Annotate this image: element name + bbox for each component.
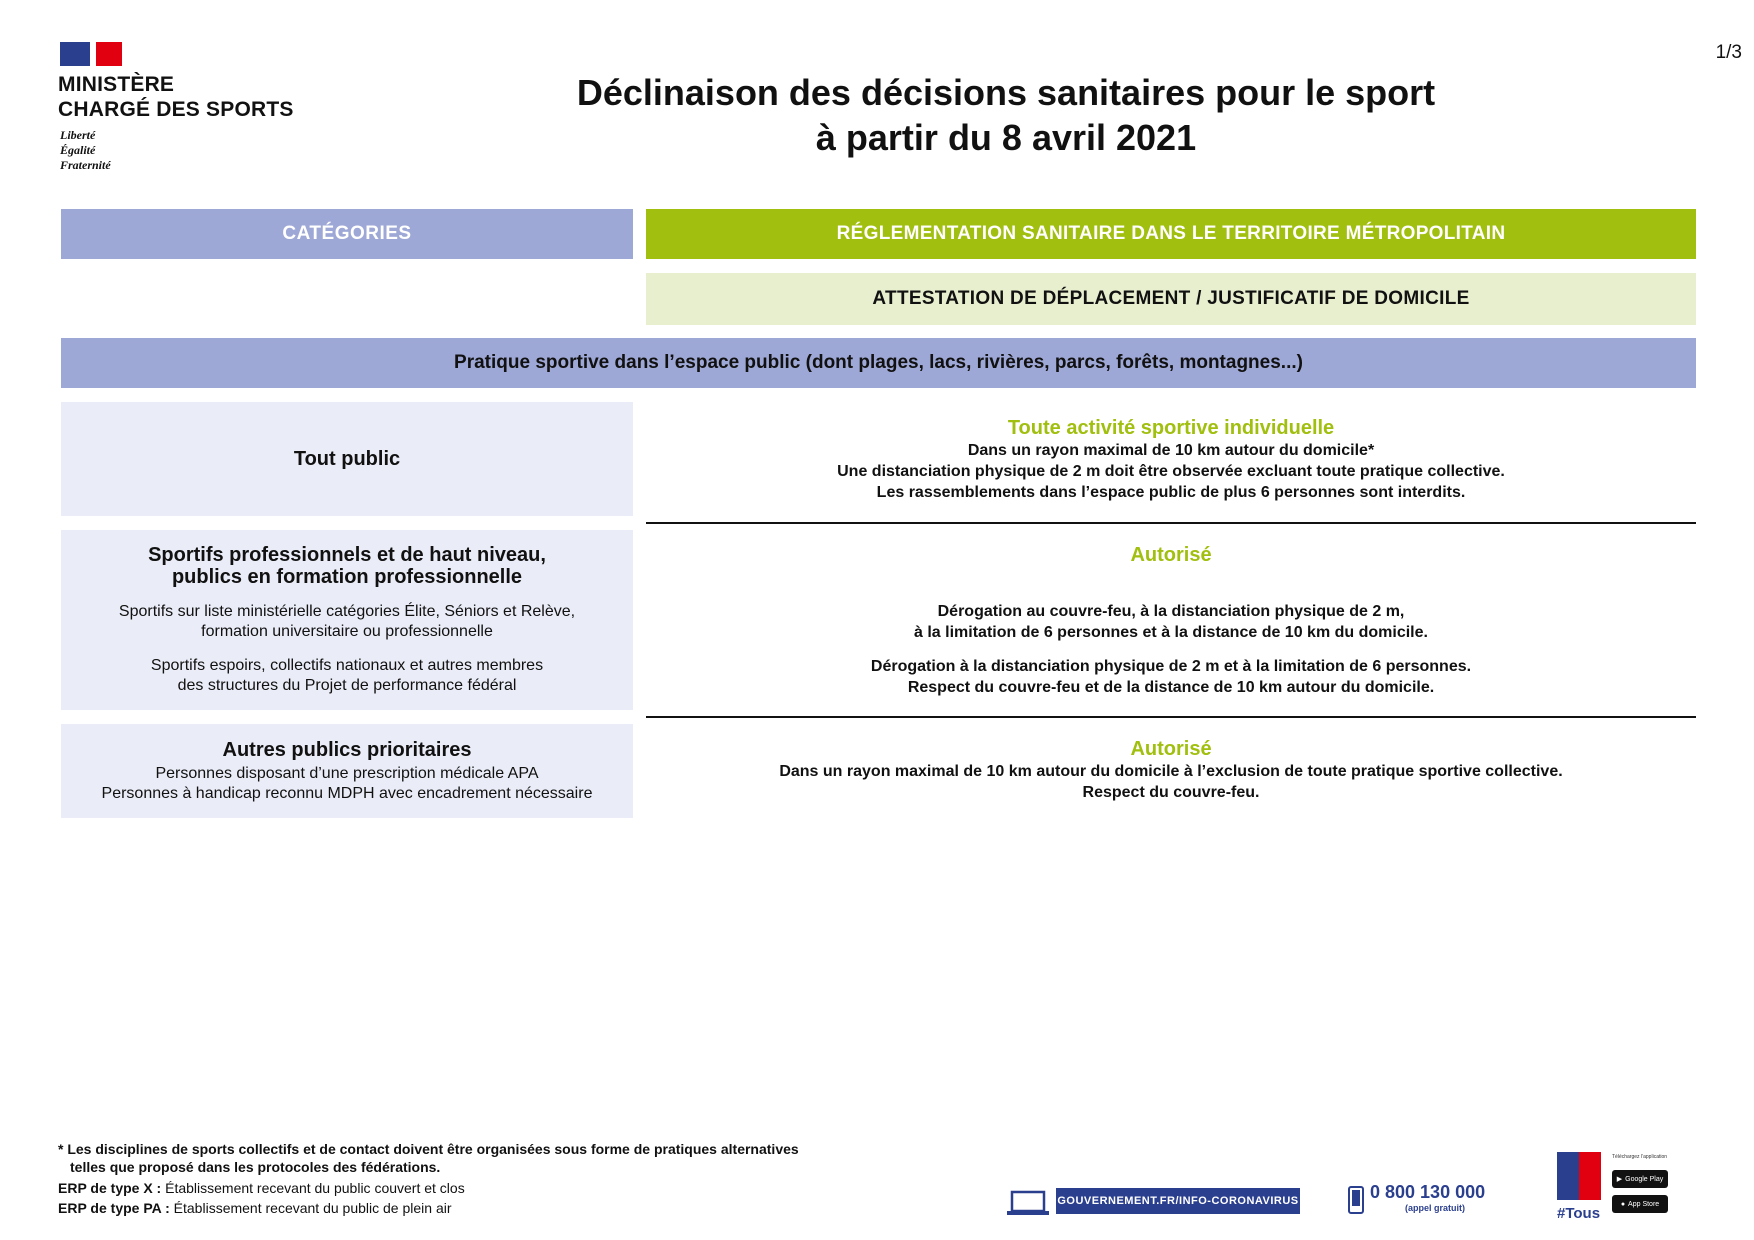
rule-line: Dérogation au couvre-feu, à la distanciation physique de 2 m, [937, 603, 1405, 620]
erp-pa-label: ERP de type PA : [58, 1200, 170, 1216]
category-sub-line: Sportifs espoirs, collectifs nationaux et autres membres [150, 657, 544, 674]
apple-icon: ● [1620, 1200, 1626, 1208]
section-title-public-space: Pratique sportive dans l’espace public (dont plages, lacs, rivières, parcs, forêts, montagnes...) [61, 338, 1696, 388]
page-title [486, 70, 1526, 160]
rule-line: à la limitation de 6 personnes et à la distance de 10 km du domicile. [914, 624, 1428, 641]
category-title-line-2: publics en formation professionnelle [171, 566, 523, 588]
republic-motto [60, 128, 111, 173]
motto-liberte: Liberté [60, 128, 96, 142]
rule-line: Dans un rayon maximal de 10 km autour du domicile à l’exclusion de toute pratique sportive collective. [779, 763, 1563, 780]
category-sub-line: formation universitaire ou professionnelle [201, 623, 493, 640]
category-title: Autres publics prioritaires [222, 738, 472, 761]
rule-line: Les rassemblements dans l’espace public de plus 6 personnes sont interdits. [876, 484, 1466, 501]
category-sportifs-pro [61, 530, 633, 710]
rule-sportifs-pro [646, 543, 1696, 698]
erp-x-text: Établissement recevant du public couvert et clos [161, 1180, 465, 1196]
footnote [58, 1140, 799, 1217]
ministry-line-2: CHARGÉ DES SPORTS [58, 98, 294, 121]
attestation-header: ATTESTATION DE DÉPLACEMENT / JUSTIFICATIF DE DOMICILE [646, 273, 1696, 325]
google-play-label: Google Play [1625, 1175, 1664, 1183]
category-title: Tout public [293, 448, 401, 470]
erp-x-definition [58, 1179, 799, 1197]
erp-pa-text: Établissement recevant du public de plein air [169, 1200, 452, 1216]
rule-line: Dérogation à la distanciation physique de 2 m et à la limitation de 6 personnes. [870, 658, 1472, 675]
category-autres-publics [61, 724, 633, 818]
rule-title: Autorisé [1130, 738, 1212, 760]
tac-flag-icon [1557, 1152, 1601, 1200]
motto-fraternite: Fraternité [60, 158, 111, 172]
category-sub-line: Personnes disposant d’une prescription médicale APA [155, 764, 539, 782]
hotline-free-note: (appel gratuit) [1405, 1203, 1465, 1213]
category-sub-line: Sportifs sur liste ministérielle catégories Élite, Séniors et Relève, [118, 603, 576, 620]
rule-line: Une distanciation physique de 2 m doit être observée excluant toute pratique collective. [837, 463, 1505, 480]
app-download-label: Téléchargez l’application [1612, 1154, 1668, 1160]
app-store-button[interactable] [1612, 1195, 1668, 1213]
category-sub-line: Personnes à handicap reconnu MDPH avec encadrement nécessaire [101, 784, 593, 802]
ministry-name [58, 72, 294, 122]
footnote-line-1: * Les disciplines de sports collectifs et de contact doivent être organisées sous forme de pratiques alternatives [58, 1141, 799, 1157]
rule-title: Toute activité sportive individuelle [1007, 417, 1335, 439]
rule-line: Dans un rayon maximal de 10 km autour du domicile* [967, 442, 1375, 459]
row-divider [646, 716, 1696, 718]
category-title-line-1: Sportifs professionnels et de haut niveau, [148, 544, 546, 566]
rule-title: Autorisé [1130, 544, 1212, 566]
phone-icon [1348, 1186, 1364, 1214]
regulation-header: RÉGLEMENTATION SANITAIRE DANS LE TERRITOIRE MÉTROPOLITAIN [646, 209, 1696, 259]
footnote-line-2: telles que proposé dans les protocoles des fédérations. [70, 1159, 441, 1175]
rule-tout-public [646, 416, 1696, 503]
laptop-icon [1006, 1190, 1050, 1216]
erp-x-label: ERP de type X : [58, 1180, 162, 1196]
gov-info-link[interactable]: GOUVERNEMENT.FR/INFO-CORONAVIRUS [1056, 1188, 1300, 1214]
erp-pa-definition [58, 1199, 799, 1217]
google-play-button[interactable] [1612, 1170, 1668, 1188]
rule-line: Respect du couvre-feu et de la distance de 10 km autour du domicile. [907, 679, 1435, 696]
app-store-label: App Store [1628, 1200, 1660, 1208]
category-sub-line: des structures du Projet de performance fédéral [177, 677, 517, 694]
row-divider [646, 522, 1696, 524]
play-icon: ▶ [1616, 1176, 1623, 1183]
page-number: 1/3 [1715, 42, 1742, 63]
title-line-1: Déclinaison des décisions sanitaires pour le sport [576, 72, 1436, 113]
categories-header: CATÉGORIES [61, 209, 633, 259]
motto-egalite: Égalité [60, 143, 96, 157]
rule-line: Respect du couvre-feu. [1082, 784, 1260, 801]
hotline-number: 0 800 130 000 [1370, 1182, 1486, 1202]
category-tout-public [61, 402, 633, 516]
french-flag-logo [60, 42, 122, 66]
title-line-2: à partir du 8 avril 2021 [815, 117, 1197, 158]
tousanticovid-logo [1557, 1152, 1601, 1220]
tac-label: #Tous [1557, 1205, 1601, 1222]
ministry-line-1: MINISTÈRE [58, 73, 175, 96]
rule-autres-publics [646, 737, 1696, 803]
